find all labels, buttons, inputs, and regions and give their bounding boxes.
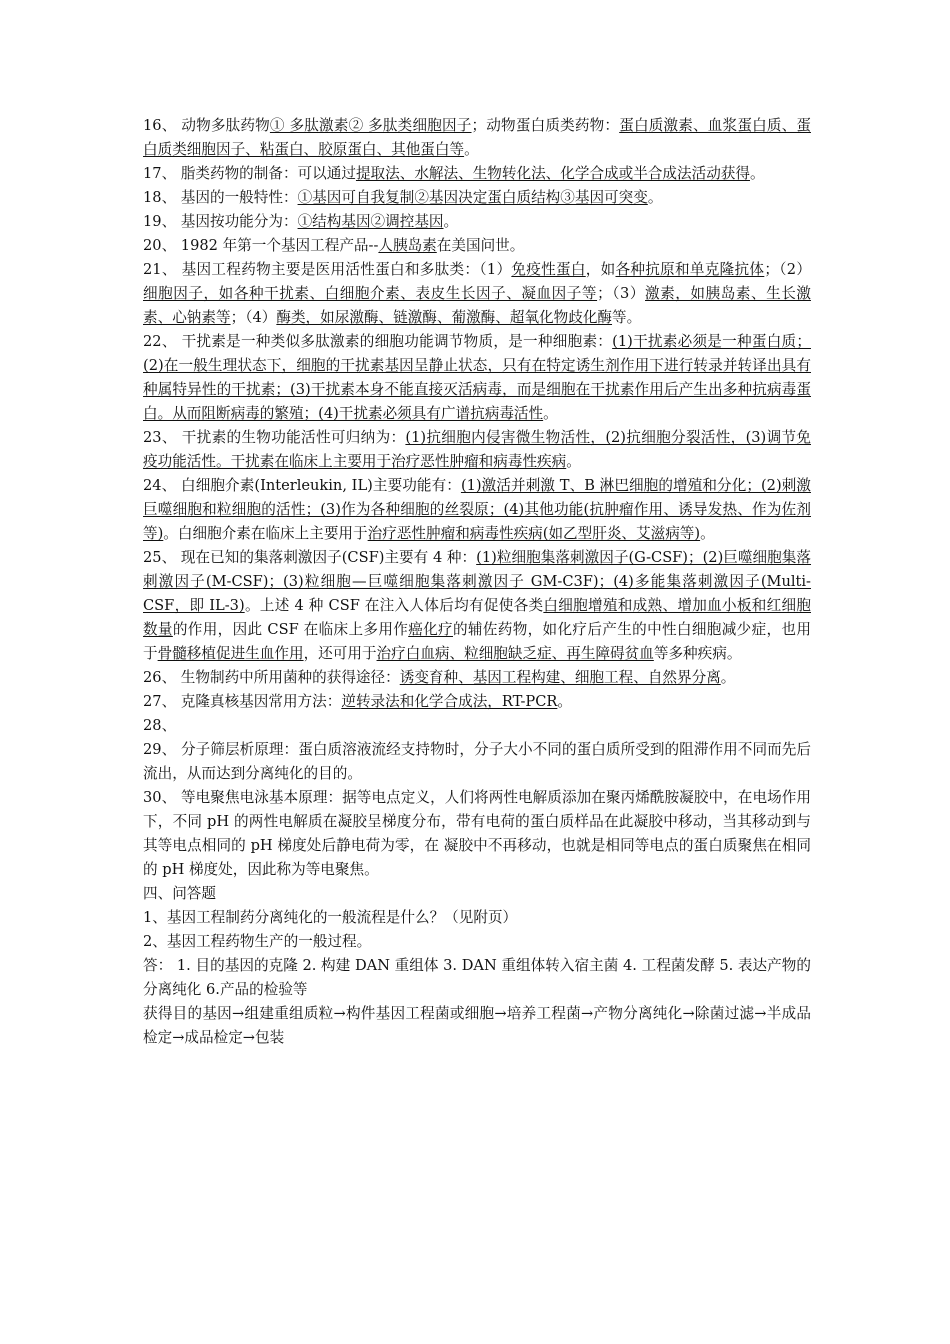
paragraph — [143, 234, 811, 258]
paragraph — [143, 546, 811, 666]
underlined-answer: 诱变育种、基因工程构建、细胞工程、自然界分离 — [399, 669, 721, 686]
text-segment: ，如 — [585, 261, 616, 278]
text-segment: 等。 — [612, 309, 642, 326]
text-segment: 。 — [543, 405, 558, 422]
paragraph — [143, 930, 811, 954]
text-segment: 26、 生物制药中所用菌种的获得途径： — [143, 669, 400, 686]
paragraph — [143, 954, 811, 1002]
text-segment: 。 — [720, 669, 736, 686]
underlined-answer: (1)抗细胞内侵害微生物活性，(2)抗细胞分裂活性，(3)调节免疫功能活性。干扰素在临床上主要用于治疗恶性肿瘤和病毒性疾病 — [143, 429, 811, 470]
text-segment: 。 — [749, 165, 765, 182]
text-segment: 在美国问世。 — [436, 237, 525, 254]
underlined-answer: 骨髓移植促进生血作用 — [157, 645, 304, 662]
text-segment: 20、 1982 年第一个基因工程产品-- — [143, 237, 379, 254]
underlined-answer: 癌化疗 — [408, 621, 453, 638]
underlined-answer: ①基因可自我复制②基因决定蛋白质结构③基因可突变 — [297, 189, 648, 206]
underlined-answer: (1)激活并刺激 T、B 淋巴细胞的增殖和分化；(2)刺激巨噬细胞和粒细胞的活性；(3)作为各种细胞的丝裂原；(4)其他功能(抗肿瘤作用、诱导发热、作为佐剂等) — [143, 477, 811, 542]
underlined-answer: (1)粒细胞集落刺激因子(G-CSF)；(2)巨噬细胞集落刺激因子(M-CSF)；(3)粒细胞—巨噬细胞集落刺激因子 GM-C3F)；(4)多能集落刺激因子(Multi-CSF，即 IL-3) — [143, 549, 812, 614]
text-segment: 29、 分子筛层析原理：蛋白质溶液流经支持物时，分子大小不同的蛋白质所受到的阻滞作用不同而先后流出，从而达到分离纯化的目的。 — [143, 741, 811, 782]
text-segment: 19、 基因按功能分为： — [143, 213, 298, 230]
underlined-answer: 免疫性蛋白 — [511, 261, 586, 278]
text-segment: 答： 1. 目的基因的克隆 2. 构建 DAN 重组体 3. DAN 重组体转入宿主菌 4. 工程菌发酵 5. 表达产物的分离纯化 6.产品的检验等 — [143, 957, 811, 998]
underlined-answer: 治疗恶性肿瘤和病毒性疾病(如乙型肝炎、艾滋病等) — [367, 525, 701, 542]
text-segment: 23、 干扰素的生物功能活性可归纳为： — [143, 429, 406, 446]
text-segment: 18、 基因的一般特性： — [143, 189, 298, 206]
text-segment: ；（2） — [764, 261, 811, 278]
underlined-answer: 白细胞增殖和成熟、增加血小板和红细胞数量 — [143, 597, 811, 638]
underlined-answer: ①结构基因②调控基因 — [297, 213, 444, 230]
underlined-answer: 各种抗原和单克隆抗体 — [615, 261, 765, 278]
text-segment: 。 — [566, 453, 581, 470]
underlined-answer: 细胞因子，如各种干扰素、白细胞介素、表皮生长因子、凝血因子等 — [143, 285, 598, 302]
text-segment: 28、 — [143, 717, 177, 734]
text-segment: ；（3） — [597, 285, 646, 302]
text-segment: 的辅佐药物，如化疗后产生的中性白细胞减少症，也用于 — [143, 621, 811, 662]
paragraph — [143, 426, 811, 474]
text-segment: 。 — [464, 141, 479, 158]
text-segment: 。 — [443, 213, 459, 230]
underlined-answer: (1)干扰素必须是一种蛋白质；(2)在一般生理状态下，细胞的干扰素基因呈静止状态，只有在特定诱生剂作用下进行转录并转译出具有种属特异性的干扰素；(3)干扰素本身不能直接灭活病毒，而是细胞在干扰素作用后产生出多种抗病毒蛋白。从而阻断病毒的繁殖；(4)干扰素必须具有广谱抗病毒活性 — [143, 333, 811, 422]
text-segment: 1、基因工程制药分离纯化的一般流程是什么？（见附页） — [143, 909, 518, 926]
underlined-answer: 酶类，如尿激酶、链激酶、葡激酶、超氧化物歧化酶 — [276, 309, 613, 326]
text-segment: 。 — [557, 693, 572, 710]
text-segment: 16、 动物多肽药物 — [143, 117, 270, 134]
underlined-answer: 蛋白质激素、血浆蛋白质、蛋白质类细胞因子、粘蛋白、胶原蛋白、其他蛋白等 — [143, 117, 811, 158]
paragraph — [143, 114, 811, 162]
text-segment: ；动物蛋白质类药物： — [471, 117, 620, 134]
text-segment: 。上述 4 种 CSF 在注入人体后均有促使各类 — [244, 597, 544, 614]
text-segment: 21、 基因工程药物主要是医用活性蛋白和多肽类：（1） — [143, 261, 512, 278]
paragraph — [143, 714, 811, 738]
text-segment: 30、 等电聚焦电泳基本原理：据等电点定义，人们将两性电解质添加在聚丙烯酰胺凝胶中，在电场作用下，不同 pH 的两性电解质在凝胶呈梯度分布，带有电荷的蛋白质样品在此凝胶中移动，当其移动到与其等电点相同的 pH 梯度处后静电荷为零，在 凝胶中不再移动，也就是相同等电点的蛋白质聚焦在相同的 pH 梯度处，因此称为等电聚焦。 — [143, 789, 811, 878]
paragraph — [143, 690, 811, 714]
text-segment: ，还可用于 — [303, 645, 377, 662]
paragraph — [143, 330, 811, 426]
paragraph — [143, 786, 811, 882]
paragraph — [143, 162, 811, 186]
paragraph — [143, 210, 811, 234]
paragraph — [143, 906, 811, 930]
paragraph — [143, 258, 811, 330]
paragraph — [143, 882, 811, 906]
text-segment: 。 — [647, 189, 663, 206]
underlined-answer: 激素，如胰岛素、生长激素、心钠素等 — [143, 285, 811, 326]
text-segment: 24、 白细胞介素(Interleukin, IL)主要功能有： — [143, 477, 461, 494]
text-segment: 2、基因工程药物生产的一般过程。 — [143, 933, 372, 950]
underlined-answer: 提取法、水解法、生物转化法、化学合成或半合成法活动获得 — [355, 165, 750, 182]
text-segment: 等多种疾病。 — [653, 645, 742, 662]
document-page — [143, 114, 811, 1050]
underlined-answer: 逆转录法和化学合成法，RT-PCR — [341, 693, 558, 710]
text-segment: 。 — [700, 525, 715, 542]
paragraph — [143, 1002, 811, 1050]
text-segment: 获得目的基因→组建重组质粒→构件基因工程菌或细胞→培养工程菌→产物分离纯化→除菌过滤→半成品检定→成品检定→包装 — [143, 1005, 811, 1046]
text-segment: 27、 克隆真核基因常用方法： — [143, 693, 342, 710]
text-segment: 17、 脂类药物的制备：可以通过 — [143, 165, 356, 182]
paragraph — [143, 738, 811, 786]
paragraph — [143, 186, 811, 210]
underlined-answer: ① 多肽激素② 多肽类细胞因子 — [269, 117, 472, 134]
text-segment: 四、问答题 — [143, 885, 216, 902]
underlined-answer: 治疗白血病、粒细胞缺乏症、再生障碍贫血 — [376, 645, 654, 662]
text-segment: 22、 干扰素是一种类似多肽激素的细胞功能调节物质，是一种细胞素： — [143, 333, 613, 350]
paragraph — [143, 474, 811, 546]
text-segment: 的作用，因此 CSF 在临床上多用作 — [172, 621, 409, 638]
paragraph — [143, 666, 811, 690]
text-segment: 25、 现在已知的集落刺激因子(CSF)主要有 4 种： — [143, 549, 477, 566]
text-segment: ；（4） — [230, 309, 277, 326]
underlined-answer: 人胰岛素 — [378, 237, 437, 254]
text-segment: 。白细胞介素在临床上主要用于 — [163, 525, 368, 542]
